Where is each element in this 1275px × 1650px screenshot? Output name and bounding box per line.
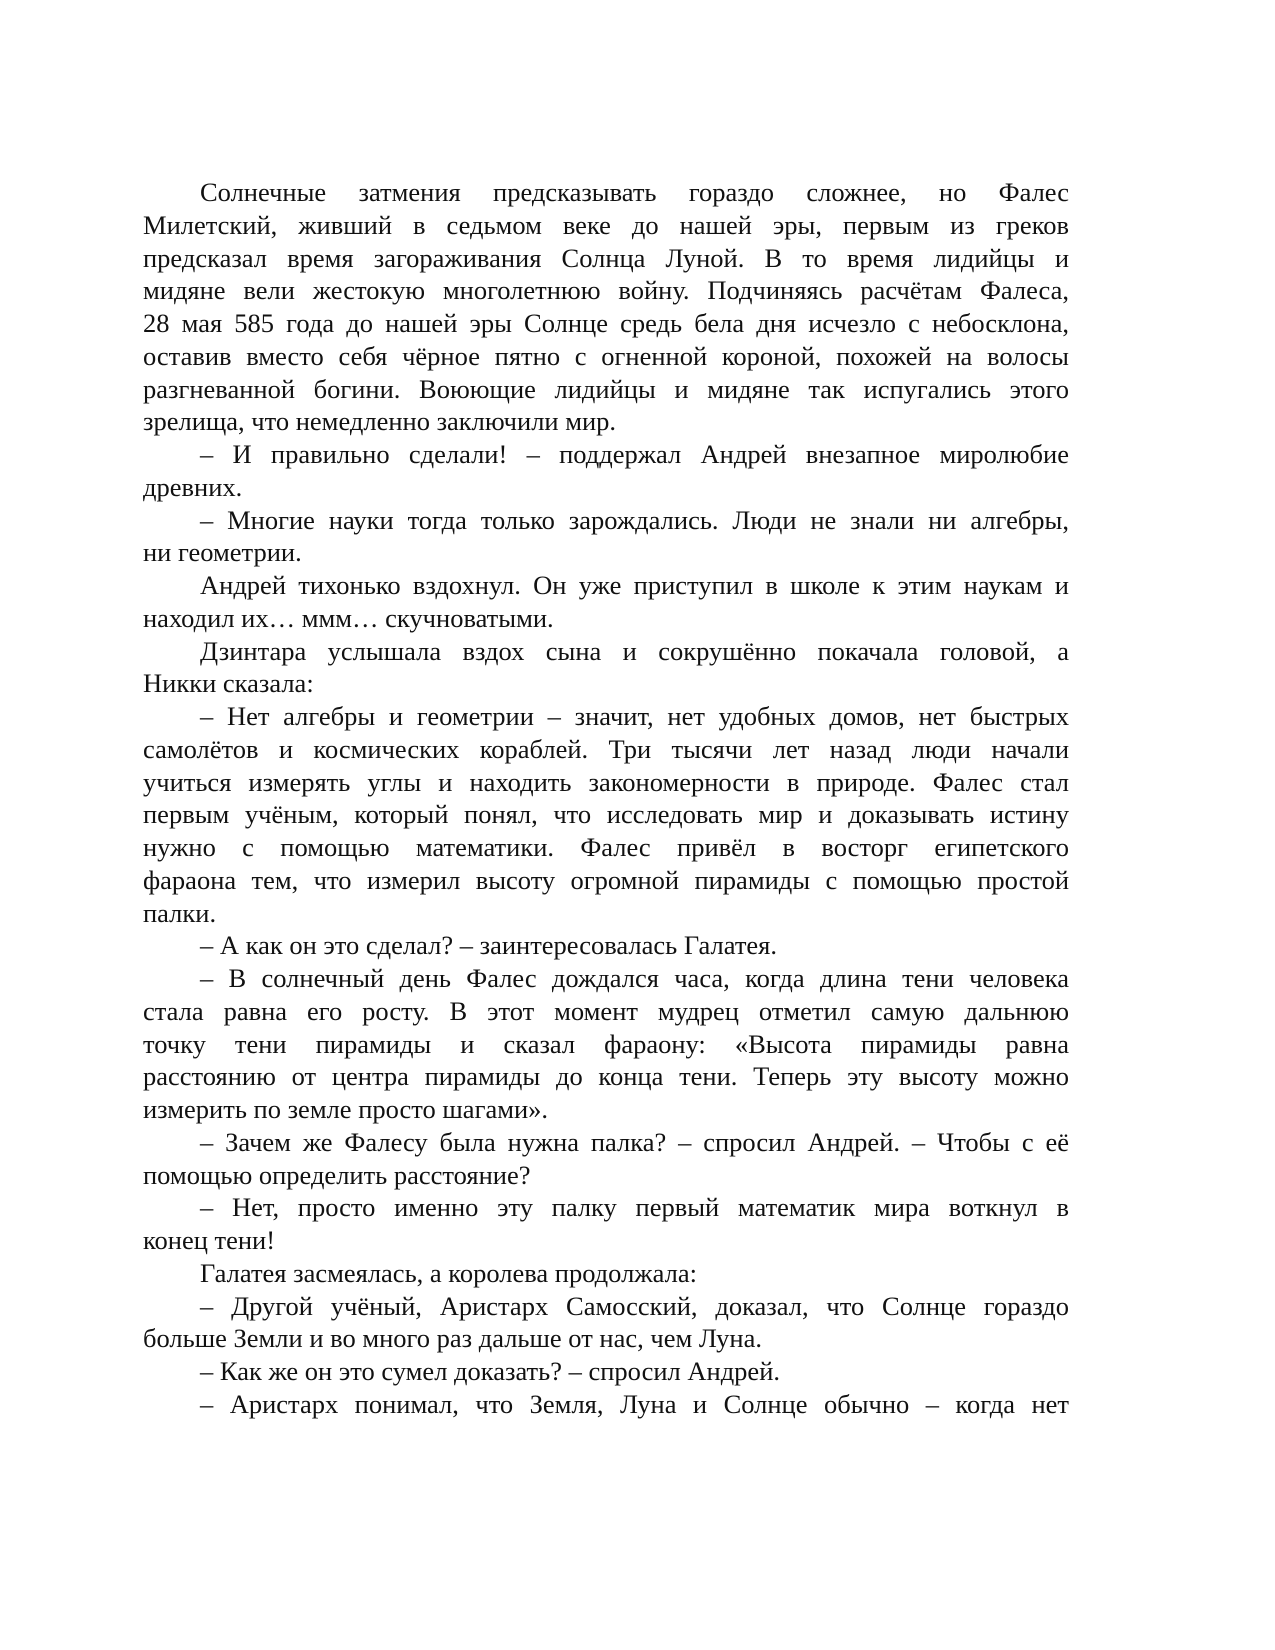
- text-line: ни геометрии.: [143, 537, 302, 568]
- text-line: Галатея засмеялась, а королева продолжала:: [200, 1257, 697, 1288]
- text-line: зрелища, что немедленно заключили мир.: [143, 406, 617, 437]
- paragraph: [143, 569, 1069, 635]
- text-line: Никки сказала:: [143, 668, 314, 699]
- text-line: – Аристарх понимал, что Земля, Луна и Солнце обычно – когда нет: [200, 1388, 1069, 1419]
- text-line: мидяне вели жестокую многолетнюю войну. Подчиняясь расчётам Фалеса,: [143, 275, 1069, 306]
- text-line: измерить по земле просто шагами».: [143, 1094, 549, 1124]
- text-line: расстоянию от центра пирамиды до конца тени. Теперь эту высоту можно: [143, 1061, 1069, 1092]
- text-line: находил их… ммм… скучноватыми.: [143, 602, 554, 633]
- text-line: самолётов и космических кораблей. Три тысячи лет назад люди начали: [143, 733, 1069, 764]
- text-line: помощью определить расстояние?: [143, 1159, 531, 1190]
- text-line: нужно с помощью математики. Фалес привёл в восторг египетского: [143, 832, 1069, 862]
- paragraph: [143, 700, 1069, 929]
- text-line: – А как он это сделал? – заинтересовалась Галатея.: [200, 930, 777, 961]
- paragraph: [143, 1290, 1069, 1356]
- text-line: первым учёным, который понял, что исследовать мир и доказывать истину: [143, 799, 1069, 830]
- text-line: учиться измерять углы и находить закономерности в природе. Фалес стал: [143, 766, 1069, 797]
- text-line: предсказал время загораживания Солнца Луной. В то время лидийцы и: [143, 242, 1069, 273]
- text-line: Андрей тихонько вздохнул. Он уже приступил в школе к этим наукам и: [200, 570, 1069, 600]
- text-line: – Как же он это сумел доказать? – спросил Андрей.: [200, 1356, 780, 1386]
- text-line: древних.: [143, 471, 243, 502]
- paragraph: [143, 1126, 1069, 1192]
- paragraph: [143, 929, 1069, 962]
- text-line: конец тени!: [143, 1225, 276, 1255]
- text-line: – Многие науки тогда только зарождались. Люди не знали ни алгебры,: [200, 504, 1069, 535]
- text-line: больше Земли и во много раз дальше от нас, чем Луна.: [143, 1323, 762, 1354]
- text-line: – В солнечный день Фалес дождался часа, когда длина тени человека: [200, 963, 1069, 993]
- paragraph: [143, 1355, 1069, 1388]
- text-line: Солнечные затмения предсказывать гораздо сложнее, но Фалес: [200, 177, 1069, 207]
- paragraph: [143, 438, 1069, 504]
- paragraph: [143, 1191, 1069, 1257]
- text-line: точку тени пирамиды и сказал фараону: «Высота пирамиды равна: [143, 1028, 1069, 1059]
- text-line: фараона тем, что измерил высоту огромной пирамиды с помощью простой: [143, 864, 1069, 895]
- text-line: – Другой учёный, Аристарх Самосский, доказал, что Солнце гораздо: [200, 1290, 1069, 1321]
- text-line: – Зачем же Фалесу была нужна палка? – спросил Андрей. – Чтобы с её: [200, 1126, 1069, 1157]
- text-line: Дзинтара услышала вздох сына и сокрушённо покачала головой, а: [200, 635, 1069, 666]
- text-line: Милетский, живший в седьмом веке до нашей эры, первым из греков: [143, 209, 1069, 240]
- text-line: – Нет алгебры и геометрии – значит, нет удобных домов, нет быстрых: [200, 701, 1069, 731]
- text-line: стала равна его росту. В этот момент мудрец отметил самую дальнюю: [143, 995, 1069, 1026]
- paragraph: [143, 962, 1069, 1126]
- text-line: оставив вместо себя чёрное пятно с огненной короной, похожей на волосы: [143, 340, 1069, 371]
- text-line: – И правильно сделали! – поддержал Андрей внезапное миролюбие: [200, 439, 1069, 469]
- text-line: палки.: [143, 897, 217, 928]
- document-page: [143, 176, 1069, 1421]
- paragraph: [143, 504, 1069, 570]
- paragraph: [143, 635, 1069, 701]
- paragraph: [143, 1388, 1069, 1421]
- paragraph: [143, 1257, 1069, 1290]
- paragraph: [143, 176, 1069, 438]
- text-line: – Нет, просто именно эту палку первый математик мира воткнул в: [200, 1192, 1069, 1223]
- text-line: разгневанной богини. Воюющие лидийцы и мидяне так испугались этого: [143, 373, 1069, 404]
- text-line: 28 мая 585 года до нашей эры Солнце средь бела дня исчезло с небосклона,: [143, 308, 1069, 338]
